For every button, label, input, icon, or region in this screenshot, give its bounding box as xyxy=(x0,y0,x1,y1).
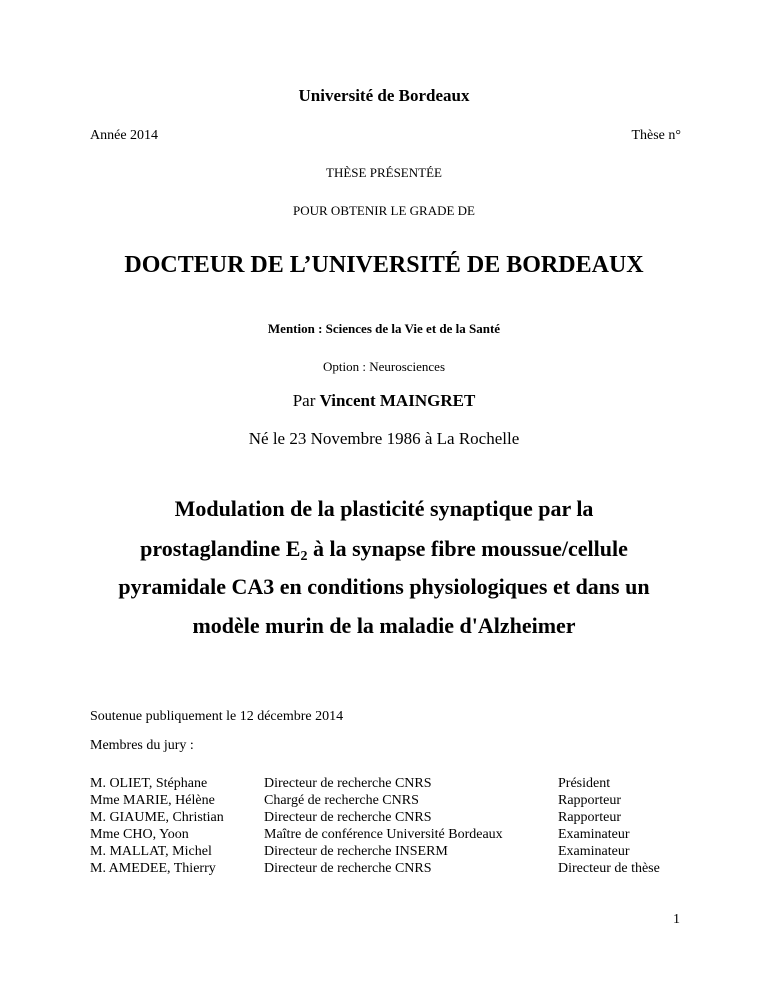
jury-member-position: Chargé de recherche CNRS xyxy=(264,793,419,808)
jury-member-role: Examinateur xyxy=(558,827,630,842)
jury-member-name: M. AMEDEE, Thierry xyxy=(90,861,216,876)
jury-positions-column xyxy=(264,775,503,877)
jury-roles-column xyxy=(558,775,660,877)
obtain-grade: POUR OBTENIR LE GRADE DE xyxy=(293,203,475,218)
jury-member-position: Directeur de recherche CNRS xyxy=(264,810,432,825)
defense-statement: Soutenue publiquement le 12 décembre 2014 xyxy=(90,709,344,724)
author-prefix: Par xyxy=(292,391,316,410)
thesis-title-line-1: Modulation de la plasticité synaptique par la xyxy=(174,496,594,521)
jury-member-role: Examinateur xyxy=(558,844,630,859)
thesis-title-line-2 xyxy=(0,536,768,562)
university-name: Université de Bordeaux xyxy=(298,86,470,105)
jury-member-name: M. GIAUME, Christian xyxy=(90,810,224,825)
author-line xyxy=(0,391,768,411)
author-name: Vincent MAINGRET xyxy=(319,391,476,410)
jury-names-column xyxy=(90,775,224,877)
page-number: 1 xyxy=(673,912,680,927)
jury-member-name: M. MALLAT, Michel xyxy=(90,844,212,859)
degree-mention: Mention : Sciences de la Vie et de la Santé xyxy=(267,321,501,336)
jury-member-position: Directeur de recherche CNRS xyxy=(264,776,432,791)
jury-member-position: Maître de conférence Université Bordeaux xyxy=(264,827,503,842)
jury-member-name: M. OLIET, Stéphane xyxy=(90,776,208,791)
jury-label: Membres du jury : xyxy=(90,738,194,753)
degree-option: Option : Neurosciences xyxy=(322,359,446,374)
jury-member-position: Directeur de recherche CNRS xyxy=(264,861,432,876)
thesis-title-line-2-end: à la synapse fibre moussue/cellule xyxy=(307,536,628,561)
thesis-title-subscript: 2 xyxy=(300,549,308,564)
degree-title: DOCTEUR DE L’UNIVERSITÉ DE BORDEAUX xyxy=(124,252,644,278)
year: Année 2014 xyxy=(90,128,159,143)
jury-member-position: Directeur de recherche INSERM xyxy=(264,844,448,859)
thesis-title-line-3: pyramidale CA3 en conditions physiologiques et dans un xyxy=(118,574,650,599)
jury-member-name: Mme MARIE, Hélène xyxy=(90,793,215,808)
jury-member-role: Directeur de thèse xyxy=(558,861,660,876)
jury-member-role: Rapporteur xyxy=(558,810,621,825)
thesis-presented: THÈSE PRÉSENTÉE xyxy=(326,165,442,180)
thesis-title-line-4: modèle murin de la maladie d'Alzheimer xyxy=(192,613,576,638)
jury-member-role: Rapporteur xyxy=(558,793,621,808)
author-birth: Né le 23 Novembre 1986 à La Rochelle xyxy=(248,429,520,448)
jury-member-name: Mme CHO, Yoon xyxy=(90,827,189,842)
thesis-title-line-2-start: prostaglandine E xyxy=(140,536,301,561)
thesis-number: Thèse n° xyxy=(631,128,681,143)
jury-member-role: Président xyxy=(558,776,611,791)
